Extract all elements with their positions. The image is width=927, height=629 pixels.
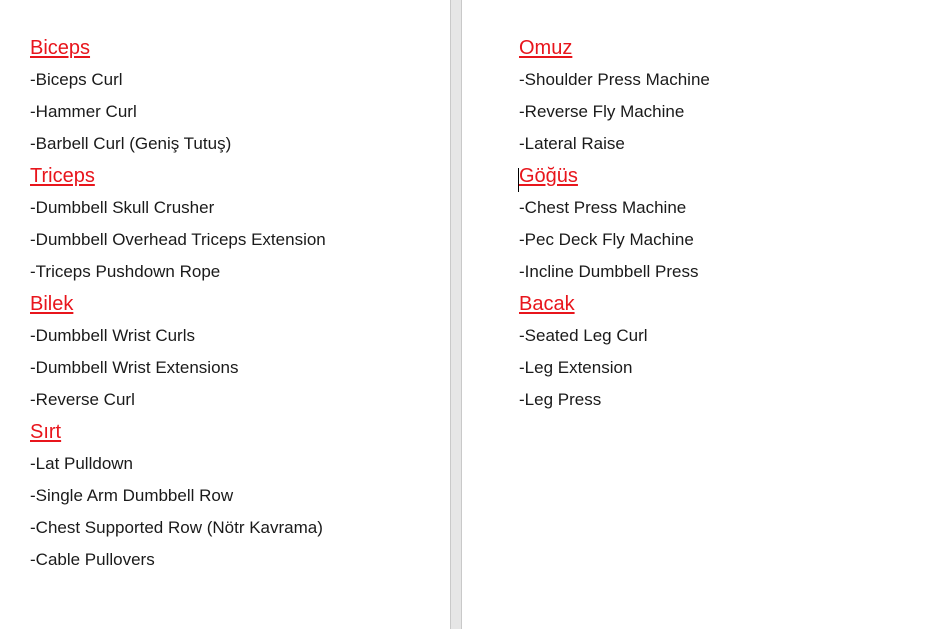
heading-bilek[interactable]: Bilek	[30, 293, 74, 315]
section-bacak	[519, 288, 710, 416]
section-triceps	[30, 160, 326, 288]
list-item: -Lat Pulldown	[30, 454, 134, 473]
list-item: -Barbell Curl (Geniş Tutuş)	[30, 134, 232, 153]
heading-biceps[interactable]: Biceps	[30, 37, 91, 59]
list-item: -Cable Pullovers	[30, 550, 155, 569]
list-item: -Chest Supported Row (Nötr Kavrama)	[30, 518, 323, 537]
heading-bacak[interactable]: Bacak	[519, 293, 575, 315]
section-biceps	[30, 32, 326, 160]
list-item: -Triceps Pushdown Rope	[30, 262, 221, 281]
list-item: -Pec Deck Fly Machine	[519, 230, 694, 249]
list-item: -Chest Press Machine	[519, 198, 687, 217]
list-item: -Seated Leg Curl	[519, 326, 648, 345]
list-item: -Dumbbell Wrist Extensions	[30, 358, 239, 377]
section-gogus	[519, 160, 710, 288]
list-item: -Reverse Fly Machine	[519, 102, 685, 121]
right-column	[519, 0, 710, 416]
text-cursor	[518, 168, 519, 192]
list-item: -Hammer Curl	[30, 102, 137, 121]
list-item: -Biceps Curl	[30, 70, 123, 89]
list-item: -Dumbbell Skull Crusher	[30, 198, 215, 217]
list-item: -Reverse Curl	[30, 390, 135, 409]
left-page	[0, 0, 450, 629]
list-item: -Leg Press	[519, 390, 602, 409]
heading-omuz[interactable]: Omuz	[519, 37, 573, 59]
page-gutter	[450, 0, 462, 629]
heading-gogus[interactable]: Göğüs	[519, 165, 578, 187]
list-item: -Incline Dumbbell Press	[519, 262, 699, 281]
right-page	[462, 0, 927, 629]
section-bilek	[30, 288, 326, 416]
list-item: -Dumbbell Wrist Curls	[30, 326, 195, 345]
heading-triceps[interactable]: Triceps	[30, 165, 95, 187]
list-item: -Shoulder Press Machine	[519, 70, 710, 89]
list-item: -Lateral Raise	[519, 134, 625, 153]
list-item: -Leg Extension	[519, 358, 633, 377]
list-item: -Single Arm Dumbbell Row	[30, 486, 234, 505]
section-omuz	[519, 32, 710, 160]
heading-sirt[interactable]: Sırt	[30, 421, 62, 443]
list-item: -Dumbbell Overhead Triceps Extension	[30, 230, 326, 249]
section-sirt	[30, 416, 326, 576]
left-column	[30, 0, 326, 576]
